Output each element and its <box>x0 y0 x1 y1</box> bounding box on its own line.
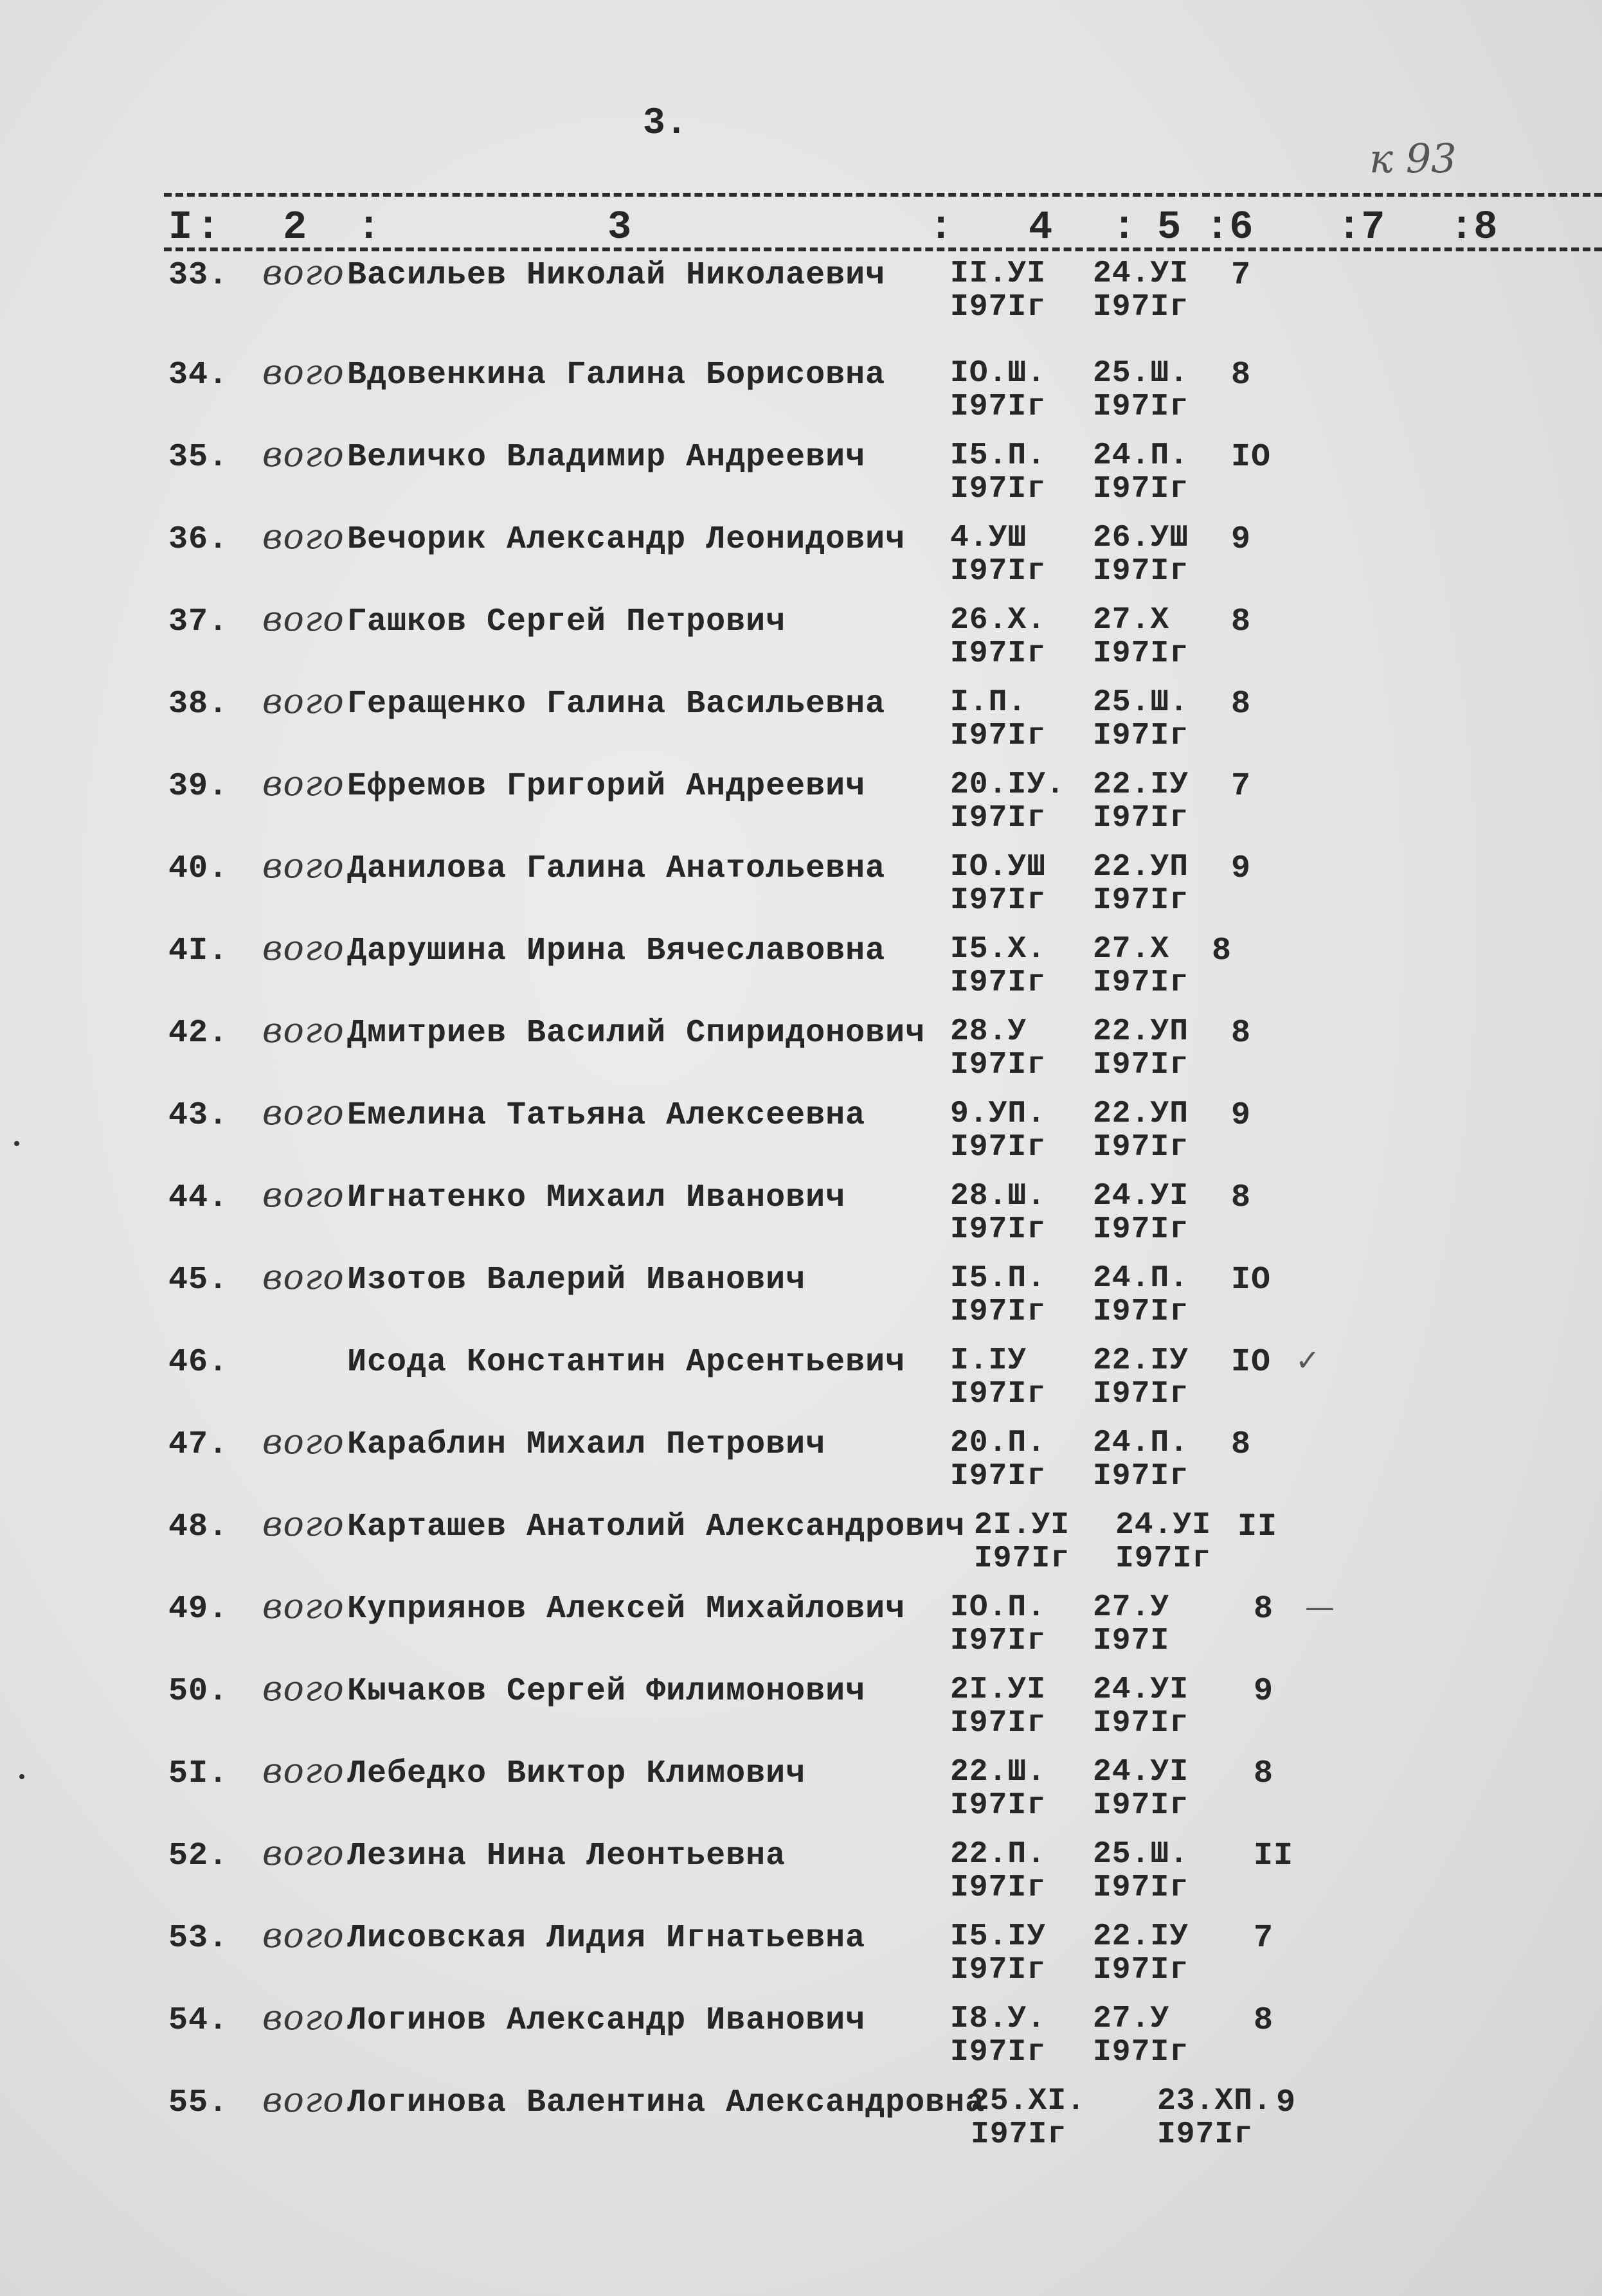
start-date-year: I97Iг <box>950 1212 1047 1247</box>
start-date <box>950 1179 1046 1246</box>
end-date <box>1093 1755 1189 1822</box>
handwritten-mark: вого <box>262 1421 345 1462</box>
start-date-day: 26.X. <box>950 603 1047 638</box>
page-number: 3. <box>643 103 688 145</box>
end-date-year: I97Iг <box>1157 2117 1254 2152</box>
end-date <box>1115 1509 1211 1575</box>
end-date-year: I97Iг <box>1093 1048 1189 1082</box>
end-date-day: 27.У <box>1093 2002 1170 2036</box>
count-value: 9 <box>1231 521 1252 558</box>
table-row <box>0 1750 1602 1833</box>
start-date <box>974 1509 1070 1575</box>
table-row <box>0 252 1602 334</box>
handwritten-mark: вого <box>262 516 345 557</box>
count-value: 8 <box>1254 2002 1274 2039</box>
count-value: 8 <box>1254 1755 1274 1792</box>
count-value: 9 <box>1276 2085 1297 2121</box>
row-number: 4I. <box>168 933 229 969</box>
start-date <box>950 1920 1046 1987</box>
person-name: Васильев Николай Николаевич <box>347 257 886 294</box>
column-separator: : <box>929 204 953 250</box>
start-date-year: I97Iг <box>950 1459 1047 1494</box>
end-date-day: 27.X <box>1093 603 1170 638</box>
end-date <box>1093 2002 1189 2069</box>
handwritten-mark: вого <box>262 1174 345 1215</box>
start-date <box>971 2085 1086 2151</box>
row-number: 53. <box>168 1920 229 1957</box>
start-date-year: I97Iг <box>950 1048 1047 1082</box>
end-date-year: I97Iг <box>1093 719 1189 753</box>
row-number: 46. <box>168 1344 229 1381</box>
start-date <box>950 850 1046 917</box>
start-date-year: I97Iг <box>950 1624 1047 1658</box>
table-row <box>0 434 1602 516</box>
column-header-3: 3 <box>608 204 632 250</box>
start-date-year: I97Iг <box>950 390 1047 424</box>
end-date <box>1093 604 1189 670</box>
end-date <box>1093 1344 1189 1411</box>
start-date-day: I.IУ <box>950 1343 1027 1378</box>
start-date-day: 20.IУ. <box>950 767 1065 802</box>
table-row <box>0 1257 1602 1339</box>
row-number: 44. <box>168 1179 229 1216</box>
start-date-day: IO.Ш. <box>950 356 1047 391</box>
start-date-day: I5.П. <box>950 1261 1047 1296</box>
end-date-year: I97Iг <box>1093 1788 1189 1823</box>
start-date-day: 20.П. <box>950 1426 1047 1460</box>
end-date-day: 24.УI <box>1093 1673 1189 1707</box>
end-date-day: 25.Ш. <box>1093 1837 1189 1872</box>
end-date-day: 24.П. <box>1093 438 1189 473</box>
start-date-year: I97Iг <box>950 1870 1047 1905</box>
person-name: Логинова Валентина Александровна <box>347 2085 986 2121</box>
person-name: Геращенко Галина Васильевна <box>347 686 886 722</box>
person-name: Куприянов Алексей Михайлович <box>347 1591 906 1628</box>
paper-speck <box>14 1141 19 1146</box>
end-date-day: 24.УI <box>1093 256 1189 291</box>
start-date-day: 9.УП. <box>950 1097 1047 1131</box>
person-name: Изотов Валерий Иванович <box>347 1262 806 1298</box>
end-date <box>1093 1426 1189 1493</box>
handwritten-mark: вого <box>262 928 345 968</box>
end-date-year: I97Iг <box>1093 801 1189 836</box>
start-date-year: I97Iг <box>950 965 1047 1000</box>
table-row <box>0 598 1602 681</box>
table-row <box>0 1833 1602 1915</box>
row-number: 40. <box>168 850 229 887</box>
table-row <box>0 1668 1602 1750</box>
count-value: 9 <box>1231 1097 1252 1134</box>
column-header-2: 2 <box>283 204 307 250</box>
start-date <box>950 933 1046 1000</box>
end-date-year: I97Iг <box>1093 472 1189 507</box>
count-value: 9 <box>1231 850 1252 887</box>
row-number: 47. <box>168 1426 229 1463</box>
start-date <box>950 768 1065 835</box>
start-date-year: I97Iг <box>950 1130 1047 1165</box>
end-date-year: I97Iг <box>1093 636 1189 671</box>
end-date-year: I97Iг <box>1093 554 1189 589</box>
column-header-4: 4 <box>1029 204 1053 250</box>
count-value: II <box>1238 1509 1278 1545</box>
start-date <box>950 1015 1046 1082</box>
person-name: Дмитриев Василий Спиридонович <box>347 1015 926 1052</box>
end-date <box>1093 1591 1169 1658</box>
row-number: 55. <box>168 2085 229 2121</box>
handwritten-mark: вого <box>262 1092 345 1133</box>
end-date-year: I97Iг <box>1093 1459 1189 1494</box>
row-number: 38. <box>168 686 229 722</box>
end-date-day: 24.П. <box>1093 1426 1189 1460</box>
handwritten-mark: вого <box>262 252 345 292</box>
row-number: 5I. <box>168 1755 229 1792</box>
table-row <box>0 1997 1602 2079</box>
handwritten-mark: вого <box>262 1668 345 1709</box>
start-date <box>950 1591 1046 1658</box>
count-value: 8 <box>1231 686 1252 722</box>
count-value: 7 <box>1231 768 1252 805</box>
row-number: 49. <box>168 1591 229 1628</box>
person-name: Вечорик Александр Леонидович <box>347 521 906 558</box>
person-name: Исода Константин Арсентьевич <box>347 1344 906 1381</box>
end-date <box>1093 1097 1189 1164</box>
table-row <box>0 1915 1602 1997</box>
count-value: 7 <box>1254 1920 1274 1957</box>
end-date-year: I97I <box>1093 1624 1170 1658</box>
start-date <box>950 257 1046 324</box>
end-date-year: I97Iг <box>1093 1130 1189 1165</box>
count-value: II <box>1254 1838 1294 1874</box>
start-date-day: 28.Ш. <box>950 1179 1047 1214</box>
column-header-1: I <box>168 204 193 250</box>
start-date-day: II.УI <box>950 256 1047 291</box>
handwritten-mark: вого <box>262 1833 345 1873</box>
end-date-day: 24.УI <box>1093 1179 1189 1214</box>
table-row <box>0 681 1602 763</box>
start-date-year: I97Iг <box>950 636 1047 671</box>
count-value: 7 <box>1231 257 1252 294</box>
start-date-day: I5.IУ <box>950 1919 1047 1954</box>
end-date-day: 25.Ш. <box>1093 685 1189 720</box>
start-date-day: IO.УШ <box>950 850 1047 884</box>
row-number: 34. <box>168 357 229 393</box>
end-date-day: 22.IУ <box>1093 1919 1189 1954</box>
person-name: Дарушина Ирина Вячеславовна <box>347 933 886 969</box>
row-number: 36. <box>168 521 229 558</box>
end-date <box>1093 439 1189 506</box>
count-value: 8 <box>1212 933 1232 969</box>
table-row <box>0 352 1602 434</box>
person-name: Данилова Галина Анатольевна <box>347 850 886 887</box>
person-name: Карташев Анатолий Александрович <box>347 1509 966 1545</box>
start-date-day: 22.П. <box>950 1837 1047 1872</box>
row-number: 50. <box>168 1673 229 1710</box>
handwritten-mark: вого <box>262 1586 345 1626</box>
end-date-day: 24.П. <box>1093 1261 1189 1296</box>
end-date <box>1093 1179 1189 1246</box>
start-date <box>950 2002 1046 2069</box>
table-row <box>0 845 1602 928</box>
table-row <box>0 1092 1602 1174</box>
start-date-year: I97Iг <box>974 1541 1070 1576</box>
archive-mark: к 93 <box>1369 135 1457 182</box>
end-date-year: I97Iг <box>1093 1706 1189 1741</box>
column-header-7: :7 <box>1337 204 1385 250</box>
end-date-year: I97Iг <box>1093 965 1189 1000</box>
check-mark-icon: ✓ <box>1295 1343 1321 1377</box>
column-separator: : <box>1112 204 1137 250</box>
table-row <box>0 1586 1602 1668</box>
handwritten-mark: вого <box>262 845 345 886</box>
end-date <box>1093 1015 1189 1082</box>
start-date <box>950 1426 1046 1493</box>
start-date-day: I8.У. <box>950 2002 1047 2036</box>
count-value: 8 <box>1231 604 1252 640</box>
handwritten-mark: вого <box>262 434 345 474</box>
end-date <box>1093 933 1189 1000</box>
table-row <box>0 516 1602 598</box>
end-date <box>1093 357 1189 424</box>
start-date <box>950 1344 1046 1411</box>
handwritten-mark: вого <box>262 1503 345 1544</box>
end-date-year: I97Iг <box>1093 1377 1189 1412</box>
end-date <box>1093 1262 1189 1329</box>
end-date <box>1093 1673 1189 1740</box>
start-date <box>950 604 1046 670</box>
row-number: 37. <box>168 604 229 640</box>
count-value: 8 <box>1231 357 1252 393</box>
end-date <box>1093 1838 1189 1905</box>
end-date <box>1157 2085 1272 2151</box>
start-date-day: IO.П. <box>950 1590 1047 1625</box>
count-value: IO <box>1231 439 1272 476</box>
person-name: Емелина Татьяна Алексеевна <box>347 1097 866 1134</box>
table-row <box>0 1344 1602 1421</box>
end-date-day: 22.УП <box>1093 1014 1189 1049</box>
row-number: 39. <box>168 768 229 805</box>
table-row <box>0 1421 1602 1503</box>
start-date-year: I97Iг <box>950 290 1047 325</box>
column-header-6: :6 <box>1205 204 1254 250</box>
end-date <box>1093 850 1189 917</box>
handwritten-mark: вого <box>262 1997 345 2038</box>
person-name: Игнатенко Михаил Иванович <box>347 1179 846 1216</box>
end-date <box>1093 521 1189 588</box>
end-date-year: I97Iг <box>1093 390 1189 424</box>
handwritten-mark: вого <box>262 1750 345 1791</box>
start-date-year: I97Iг <box>950 2035 1047 2070</box>
handwritten-mark: вого <box>262 1010 345 1050</box>
person-name: Вдовенкина Галина Борисовна <box>347 357 886 393</box>
end-date-year: I97Iг <box>1093 1953 1189 1987</box>
row-number: 52. <box>168 1838 229 1874</box>
count-value: IO <box>1231 1262 1272 1298</box>
start-date-day: 22.Ш. <box>950 1755 1047 1789</box>
start-date <box>950 1755 1046 1822</box>
handwritten-mark: вого <box>262 681 345 721</box>
start-date-year: I97Iг <box>950 1706 1047 1741</box>
start-date-year: I97Iг <box>950 719 1047 753</box>
start-date-day: 28.У <box>950 1014 1027 1049</box>
start-date-year: I97Iг <box>950 1788 1047 1823</box>
table-row <box>0 763 1602 845</box>
start-date-year: I97Iг <box>971 2117 1067 2152</box>
end-date-year: I97Iг <box>1093 1212 1189 1247</box>
count-value: 9 <box>1254 1673 1274 1710</box>
start-date-year: I97Iг <box>950 472 1047 507</box>
start-date-year: I97Iг <box>950 1377 1047 1412</box>
start-date <box>950 1838 1046 1905</box>
paper-speck <box>19 1774 24 1779</box>
end-date-day: 25.Ш. <box>1093 356 1189 391</box>
row-number: 33. <box>168 257 229 294</box>
person-name: Гашков Сергей Петрович <box>347 604 786 640</box>
start-date <box>950 1262 1046 1329</box>
start-date <box>950 439 1046 506</box>
end-date <box>1093 768 1189 835</box>
end-date <box>1093 686 1189 753</box>
person-name: Логинов Александр Иванович <box>347 2002 866 2039</box>
end-date-day: 26.УШ <box>1093 521 1189 555</box>
start-date-day: I5.П. <box>950 438 1047 473</box>
start-date-day: I5.X. <box>950 932 1047 967</box>
end-date-year: I97Iг <box>1093 883 1189 918</box>
end-date-day: 22.IУ <box>1093 1343 1189 1378</box>
end-date-year: I97Iг <box>1115 1541 1212 1576</box>
end-date-day: 27.X <box>1093 932 1170 967</box>
column-separator: : <box>357 204 381 250</box>
end-date-year: I97Iг <box>1093 2035 1189 2070</box>
end-date-day: 22.УП <box>1093 1097 1189 1131</box>
count-value: IO <box>1231 1344 1272 1381</box>
handwritten-mark: вого <box>262 352 345 392</box>
start-date <box>950 1673 1046 1740</box>
table-row <box>0 1010 1602 1092</box>
row-number: 42. <box>168 1015 229 1052</box>
person-name: Ефремов Григорий Андреевич <box>347 768 866 805</box>
handwritten-mark: вого <box>262 763 345 803</box>
person-name: Кычаков Сергей Филимонович <box>347 1673 866 1710</box>
person-name: Лисовская Лидия Игнатьевна <box>347 1920 866 1957</box>
count-value: 8 <box>1231 1015 1252 1052</box>
start-date-day: 4.УШ <box>950 521 1027 555</box>
end-date-day: 24.УI <box>1093 1755 1189 1789</box>
row-number: 43. <box>168 1097 229 1134</box>
start-date-year: I97Iг <box>950 1295 1047 1329</box>
start-date <box>950 1097 1046 1164</box>
end-date-day: 27.У <box>1093 1590 1170 1625</box>
row-number: 35. <box>168 439 229 476</box>
start-date-day: I.П. <box>950 685 1027 720</box>
end-date-year: I97Iг <box>1093 290 1189 325</box>
handwritten-mark: вого <box>262 2079 345 2120</box>
column-header-8: :8 <box>1450 204 1498 250</box>
person-name: Лебедко Виктор Климович <box>347 1755 806 1792</box>
end-date <box>1093 1920 1189 1987</box>
end-date <box>1093 257 1189 324</box>
handwritten-mark: вого <box>262 598 345 639</box>
person-name: Величко Владимир Андреевич <box>347 439 866 476</box>
person-name: Караблин Михаил Петрович <box>347 1426 826 1463</box>
start-date-year: I97Iг <box>950 1953 1047 1987</box>
start-date-year: I97Iг <box>950 554 1047 589</box>
row-number: 45. <box>168 1262 229 1298</box>
start-date-day: 2I.УI <box>950 1673 1047 1707</box>
end-date-year: I97Iг <box>1093 1295 1189 1329</box>
end-date-day: 22.IУ <box>1093 767 1189 802</box>
start-date <box>950 686 1046 753</box>
row-number: 48. <box>168 1509 229 1545</box>
start-date-year: I97Iг <box>950 883 1047 918</box>
start-date <box>950 357 1046 424</box>
table-row <box>0 2079 1602 2162</box>
end-date-year: I97Iг <box>1093 1870 1189 1905</box>
start-date-day: 25.XI. <box>971 2084 1086 2119</box>
table-row <box>0 928 1602 1010</box>
column-header-5: 5 <box>1157 204 1182 250</box>
end-date-day: 22.УП <box>1093 850 1189 884</box>
row-number: 54. <box>168 2002 229 2039</box>
count-value: 8 <box>1254 1591 1274 1628</box>
dash-mark: — <box>1305 1590 1335 1624</box>
handwritten-mark: вого <box>262 1915 345 1955</box>
end-date-day: 23.XП. <box>1157 2084 1272 2119</box>
start-date <box>950 521 1046 588</box>
start-date-year: I97Iг <box>950 801 1047 836</box>
count-value: 8 <box>1231 1426 1252 1463</box>
person-name: Лезина Нина Леонтьевна <box>347 1838 786 1874</box>
start-date-day: 2I.УI <box>974 1508 1070 1543</box>
count-value: 8 <box>1231 1179 1252 1216</box>
table-row <box>0 1503 1602 1586</box>
table-row <box>0 1174 1602 1257</box>
column-separator: : <box>196 204 221 250</box>
end-date-day: 24.УI <box>1115 1508 1212 1543</box>
handwritten-mark: вого <box>262 1257 345 1297</box>
